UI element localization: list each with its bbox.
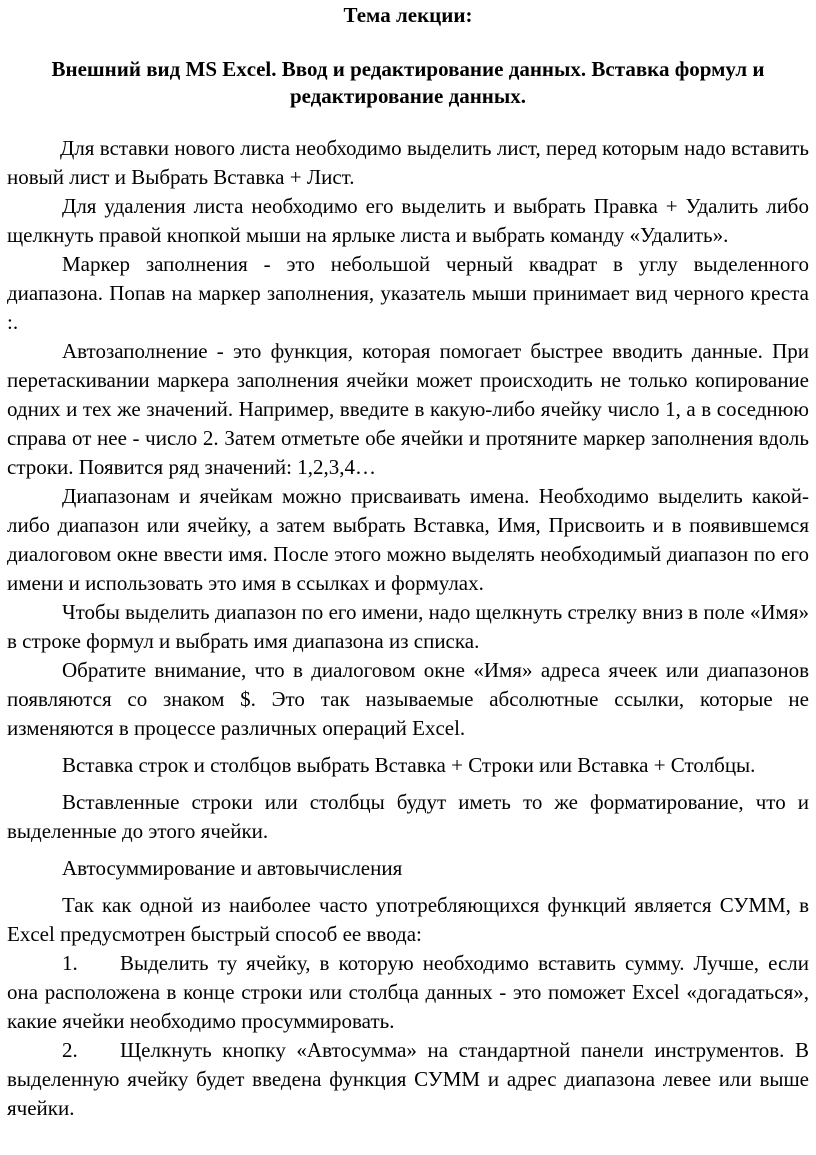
paragraph-autofill: Автозаполнение - это функция, которая помогает быстрее вводить данные. При перетаскивании маркера заполнения ячейки может происходить не только копирование одних и тех же значений. Например, введите в какую-либо ячейку число 1, а в соседнюю справа от нее - число 2. Затем отметьте обе ячейки и протяните маркер заполнения вдоль строки. Появится ряд значений: 1,2,3,4… [7,339,809,479]
list-item-text: Выделить ту ячейку, в которую необходимо вставить сумму. Лучше, если она расположена в конце строки или столбца данных - это поможет Excel «догадаться», какие ячейки необходимо просуммировать. [7,951,809,1033]
list-item [7,949,809,1036]
paragraph-range-names: Диапазонам и ячейкам можно присваивать имена. Необходимо выделить какой-либо диапазон или ячейку, а затем выбрать Вставка, Имя, Присвоить и в появившемся диалоговом окне ввести имя. После этого можно выделять необходимый диапазон по его имени и использовать это имя в ссылках и формулах. [7,484,809,595]
list-item-number: 1. [62,951,78,975]
list-item-text: Щелкнуть кнопку «Автосумма» на стандартной панели инструментов. В выделенную ячейку будет введена функция СУММ и адрес диапазона левее или выше ячейки. [7,1038,809,1120]
paragraph-sum-intro: Так как одной из наиболее часто употребляющихся функций является СУММ, в Excel предусмотрен быстрый способ ее ввода: [7,893,809,946]
section-heading-autosum: Автосуммирование и автовычисления [62,856,403,880]
list-item [7,1036,809,1123]
lecture-topic-label: Тема лекции: [343,3,473,27]
paragraph-absolute-refs: Обратите внимание, что в диалоговом окне «Имя» адреса ячеек или диапазонов появляются со знаком $. Это так называемые абсолютные ссылки, которые не изменяются в процессе различных операций Excel. [7,658,809,740]
page-title: Внешний вид MS Excel. Ввод и редактирование данных. Вставка формул и редактирование данных. [51,57,765,108]
paragraph-fill-handle: Маркер заполнения - это небольшой черный квадрат в углу выделенного диапазона. Попав на маркер заполнения, указатель мыши принимает вид черного креста :. [7,252,809,334]
paragraph-insert-sheet: Для вставки нового листа необходимо выделить лист, перед которым надо вставить новый лист и Выбрать Вставка + Лист. [7,136,809,189]
paragraph-delete-sheet: Для удаления листа необходимо его выделить и выбрать Правка + Удалить либо щелкнуть правой кнопкой мыши на ярлыке листа и выбрать команду «Удалить». [7,194,809,247]
document-page [7,0,809,1123]
list-item-number: 2. [62,1038,78,1062]
paragraph-inserted-formatting: Вставленные строки или столбцы будут иметь то же форматирование, что и выделенные до этого ячейки. [7,790,809,843]
paragraph-select-by-name: Чтобы выделить диапазон по его имени, надо щелкнуть стрелку вниз в поле «Имя» в строке формул и выбрать имя диапазона из списка. [7,600,809,653]
paragraph-insert-rows-cols: Вставка строк и столбцов выбрать Вставка + Строки или Вставка + Столбцы. [62,753,756,777]
